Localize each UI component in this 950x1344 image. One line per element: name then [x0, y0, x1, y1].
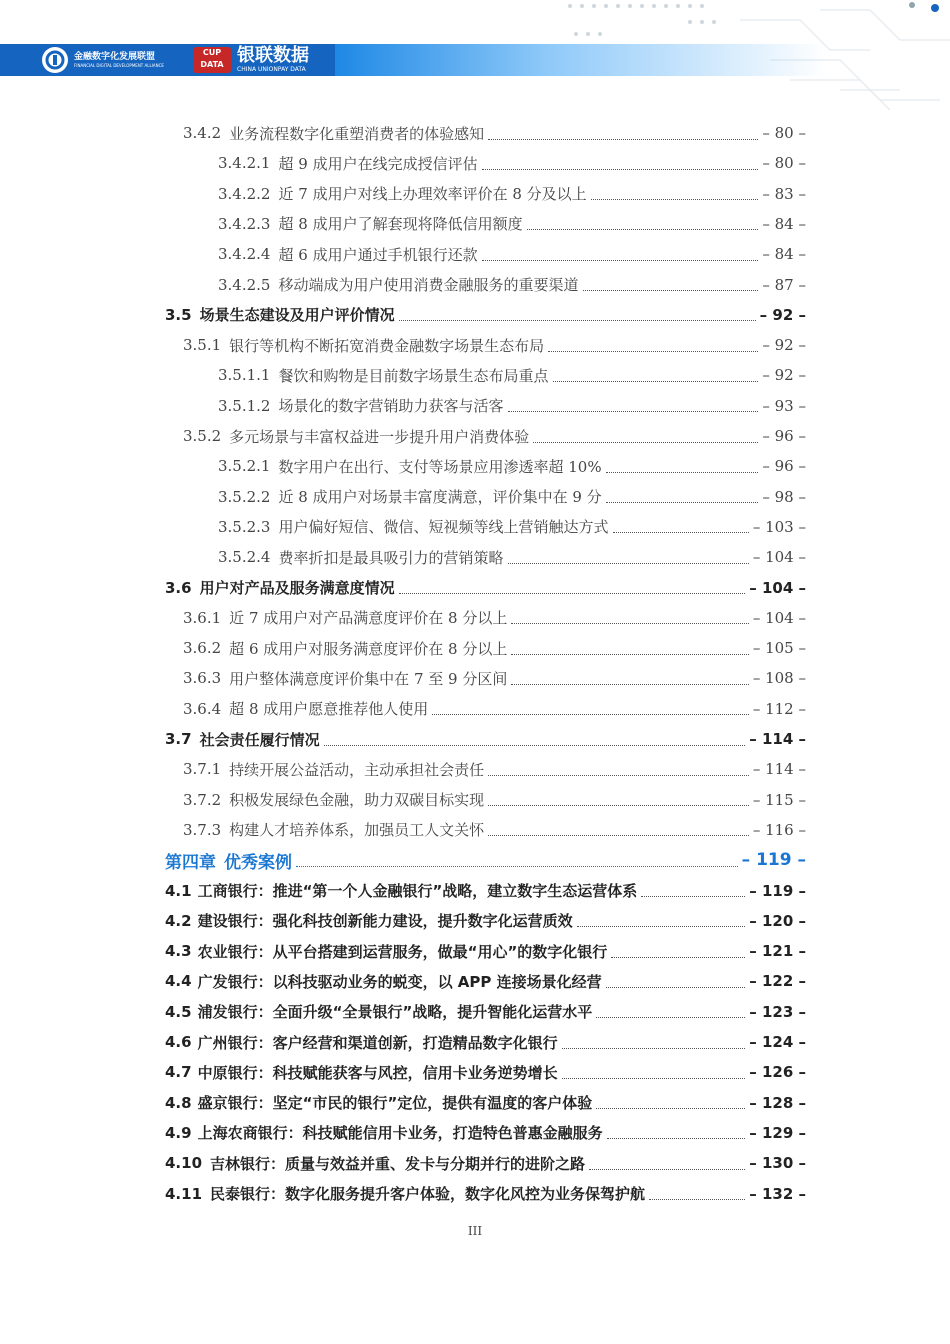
unionpay-data-logo — [193, 44, 309, 76]
toc-entry-page: – 104 – — [752, 548, 806, 567]
toc-entry[interactable] — [183, 603, 806, 633]
toc-entry-title: 多元场景与丰富权益进一步提升用户消费体验 — [229, 427, 530, 446]
toc-entry-number: 3.7.3 — [183, 820, 222, 839]
toc-entry[interactable] — [165, 1118, 806, 1148]
toc-entry-number: 3.4.2.4 — [218, 245, 271, 264]
toc-entry-title: 超 8 成用户了解套现将降低信用额度 — [278, 215, 523, 234]
toc-entry[interactable] — [165, 1027, 806, 1057]
toc-entry-title: 超 9 成用户在线完成授信评估 — [278, 154, 478, 173]
toc-entry-title: 近 8 成用户对场景丰富度满意，评价集中在 9 分 — [278, 488, 602, 507]
toc-entry-number: 3.4.2.5 — [218, 275, 271, 294]
toc-entry-number: 3.5.2.2 — [218, 487, 271, 506]
toc-entry[interactable] — [165, 936, 806, 966]
toc-entry[interactable] — [165, 1057, 806, 1087]
toc-entry-page: – 126 – — [749, 1063, 806, 1082]
toc-entry-page: – 80 – — [762, 124, 806, 142]
toc-leader-dots — [488, 805, 749, 806]
toc-entry-page: – 98 – — [762, 487, 806, 506]
toc-entry-page: – 116 – — [752, 820, 806, 839]
toc-entry-title: 上海农商银行：科技赋能信用卡业务，打造特色普惠金融服务 — [197, 1124, 603, 1143]
toc-leader-dots — [606, 472, 759, 473]
toc-entry[interactable] — [183, 421, 806, 451]
toc-entry-page: – 129 – — [749, 1123, 806, 1142]
toc-entry[interactable] — [218, 270, 806, 300]
cup-data-logo-icon: CUP DATA — [193, 47, 231, 73]
page-number: III — [467, 1224, 483, 1238]
toc-entry[interactable] — [165, 997, 806, 1027]
alliance-logo — [42, 46, 172, 74]
toc-leader-dots — [611, 957, 745, 958]
toc-entry-number: 3.6.3 — [183, 669, 222, 688]
toc-entry-number: 3.5.2 — [183, 427, 222, 445]
toc-entry[interactable] — [218, 239, 806, 269]
toc-entry[interactable] — [218, 148, 806, 178]
toc-leader-dots — [606, 987, 746, 988]
toc-leader-dots — [482, 169, 759, 170]
toc-entry-page: – 119 – — [749, 881, 806, 900]
toc-entry-title: 构建人才培养体系，加强员工人文关怀 — [229, 821, 485, 840]
toc-entry-title: 农业银行：从平台搭建到运营服务，做最“用心”的数字化银行 — [197, 942, 608, 961]
toc-entry-number: 4.2 — [165, 911, 192, 930]
toc-leader-dots — [482, 260, 759, 261]
toc-entry-number: 3.4.2 — [183, 124, 222, 142]
toc-entry-number: 3.5.2.4 — [218, 548, 271, 567]
toc-entry-page: – 120 – — [749, 911, 806, 930]
toc-entry[interactable] — [183, 694, 806, 724]
alliance-logo-en: FINANCIAL DIGITAL DEVELOPMENT ALLIANCE — [74, 62, 164, 68]
toc-leader-dots — [607, 1138, 746, 1139]
toc-entry-number: 3.4.2.3 — [218, 214, 271, 233]
toc-entry-number: 3.5 — [165, 305, 192, 324]
toc-entry[interactable] — [218, 451, 806, 481]
toc-entry[interactable] — [218, 542, 806, 572]
toc-leader-dots — [577, 926, 746, 927]
toc-leader-dots — [613, 532, 749, 533]
toc-entry[interactable] — [165, 724, 806, 754]
toc-entry-title: 优秀案例 — [224, 852, 292, 873]
toc-leader-dots — [606, 502, 759, 503]
toc-entry-title: 超 8 成用户愿意推荐他人使用 — [229, 700, 429, 719]
toc-entry[interactable] — [165, 1088, 806, 1118]
toc-entry[interactable] — [165, 906, 806, 936]
toc-entry-page: – 132 – — [749, 1184, 806, 1203]
toc-entry[interactable] — [165, 876, 806, 906]
toc-entry-title: 用户偏好短信、微信、短视频等线上营销触达方式 — [278, 518, 609, 537]
toc-entry-title: 银行等机构不断拓宽消费金融数字场景生态布局 — [229, 336, 545, 355]
toc-entry-number: 3.6 — [165, 578, 192, 597]
toc-entry-page: – 104 – — [752, 608, 806, 627]
toc-leader-dots — [508, 563, 749, 564]
toc-entry[interactable] — [165, 573, 806, 603]
toc-entry-number: 3.6.2 — [183, 639, 222, 658]
toc-entry-title: 近 7 成用户对线上办理效率评价在 8 分及以上 — [278, 185, 587, 204]
toc-entry-number: 4.9 — [165, 1123, 192, 1142]
toc-entry[interactable] — [183, 330, 806, 360]
toc-leader-dots — [596, 1108, 745, 1109]
toc-entry-page: – 115 – — [752, 790, 806, 809]
toc-entry-page: – 105 – — [752, 639, 806, 658]
toc-leader-dots — [533, 442, 758, 443]
toc-entry-title: 费率折扣是最具吸引力的营销策略 — [278, 548, 504, 567]
toc-entry-number: 4.3 — [165, 942, 192, 961]
toc-entry-number: 4.5 — [165, 1002, 192, 1021]
toc-entry-page: – 114 – — [752, 760, 806, 779]
toc-entry-number: 4.4 — [165, 972, 192, 991]
toc-entry-page: – 96 – — [762, 457, 806, 476]
toc-leader-dots — [508, 411, 759, 412]
toc-leader-dots — [589, 1169, 745, 1170]
toc-entry-title: 积极发展绿色金融，助力双碳目标实现 — [229, 791, 485, 810]
toc-entry-number: 3.5.1.1 — [218, 366, 271, 385]
unionpay-data-logo-cn: 银联数据 — [237, 45, 309, 66]
toc-entry-number: 3.5.1.2 — [218, 396, 271, 415]
alliance-logo-icon — [42, 47, 68, 73]
toc-entry-number: 3.5.2.3 — [218, 517, 271, 536]
toc-entry-title: 超 6 成用户对服务满意度评价在 8 分以上 — [229, 639, 508, 658]
toc-entry[interactable] — [218, 209, 806, 239]
toc-leader-dots — [649, 1199, 745, 1200]
toc-entry-title: 场景生态建设及用户评价情况 — [199, 306, 395, 325]
toc-leader-dots — [488, 139, 758, 140]
toc-entry-title: 移动端成为用户使用消费金融服务的重要渠道 — [278, 276, 579, 294]
toc-leader-dots — [488, 775, 749, 776]
toc-entry-page: – 124 – — [749, 1033, 806, 1051]
toc-leader-dots — [553, 381, 759, 382]
toc-entry-page: – 92 – — [762, 366, 806, 385]
toc-entry-page: – 96 – — [762, 427, 806, 445]
toc-entry-number: 第四章 — [165, 852, 216, 873]
toc-entry-title: 工商银行：推进“第一个人金融银行”战略，建立数字生态运营体系 — [197, 882, 638, 900]
toc-entry-page: – 103 – — [752, 517, 806, 536]
toc-leader-dots — [562, 1078, 746, 1079]
page-header — [0, 0, 950, 110]
toc-entry-title: 用户对产品及服务满意度情况 — [199, 579, 395, 597]
alliance-logo-cn: 金融数字化发展联盟 — [74, 51, 156, 62]
toc-entry-number: 4.10 — [165, 1154, 203, 1173]
toc-entry-page: – 108 – — [752, 669, 806, 688]
toc-entry-page: – 104 – — [749, 578, 806, 597]
toc-entry[interactable] — [183, 785, 806, 815]
toc-entry-title: 场景化的数字营销助力获客与活客 — [278, 397, 504, 416]
toc-entry-title: 浦发银行：全面升级“全景银行”战略，提升智能化运营水平 — [197, 1003, 593, 1022]
toc-leader-dots — [511, 684, 748, 685]
toc-leader-dots — [296, 866, 738, 867]
toc-entry[interactable] — [218, 391, 806, 421]
toc-entry-page: – 83 – — [762, 184, 806, 203]
toc-entry-page: – 123 – — [749, 1002, 806, 1021]
toc-entry-page: – 84 – — [762, 245, 806, 264]
toc-entry-number: 3.7.1 — [183, 760, 222, 779]
toc-leader-dots — [324, 745, 746, 746]
toc-entry-number: 3.4.2.1 — [218, 154, 271, 173]
header-band-gradient — [335, 44, 950, 76]
toc-entry[interactable] — [165, 966, 806, 996]
toc-entry[interactable] — [218, 360, 806, 390]
toc-entry-title: 广州银行：客户经营和渠道创新，打造精品数字化银行 — [197, 1033, 558, 1052]
toc-leader-dots — [548, 351, 758, 352]
toc-leader-dots — [591, 199, 759, 200]
toc-entry[interactable] — [183, 118, 806, 148]
toc-leader-dots — [511, 654, 748, 655]
toc-entry-number: 3.7.2 — [183, 790, 222, 809]
toc-leader-dots — [562, 1048, 746, 1049]
toc-entry-number: 3.5.1 — [183, 336, 222, 355]
toc-entry-number: 3.5.2.1 — [218, 457, 271, 476]
toc-entry-page: – 130 – — [749, 1154, 806, 1173]
toc-entry-number: 3.6.4 — [183, 699, 222, 718]
toc-entry-title: 广发银行：以科技驱动业务的蜕变，以 APP 连接场景化经营 — [197, 972, 602, 991]
toc-entry[interactable] — [165, 1148, 806, 1178]
toc-entry[interactable] — [183, 633, 806, 663]
toc-entry-page: – 128 – — [749, 1093, 806, 1112]
toc-leader-dots — [511, 623, 748, 624]
toc-leader-dots — [527, 229, 759, 230]
toc-leader-dots — [399, 320, 756, 321]
toc-leader-dots — [432, 714, 749, 715]
toc-entry-page: – 93 – — [762, 396, 806, 415]
toc-entry-page: – 119 – — [741, 850, 806, 871]
toc-entry[interactable] — [183, 754, 806, 784]
toc-entry-number: 4.6 — [165, 1033, 192, 1051]
toc-entry[interactable] — [165, 845, 806, 875]
toc-entry[interactable] — [183, 663, 806, 693]
toc-entry-title: 近 7 成用户对产品满意度评价在 8 分以上 — [229, 609, 508, 628]
toc-entry[interactable] — [183, 815, 806, 845]
toc-entry-title: 超 6 成用户通过手机银行还款 — [278, 245, 478, 264]
toc-entry-title: 社会责任履行情况 — [199, 730, 320, 749]
toc-entry-title: 中原银行：科技赋能获客与风控，信用卡业务逆势增长 — [197, 1063, 558, 1082]
toc-entry[interactable] — [218, 179, 806, 209]
toc-leader-dots — [399, 593, 746, 594]
toc-entry[interactable] — [165, 300, 806, 330]
toc-entry-title: 建设银行：强化科技创新能力建设，提升数字化运营质效 — [197, 912, 573, 931]
toc-entry-page: – 87 – — [762, 275, 806, 294]
toc-entry[interactable] — [218, 512, 806, 542]
toc-entry[interactable] — [165, 1179, 806, 1209]
toc-entry-title: 盛京银行：坚定“市民的银行”定位，提供有温度的客户体验 — [197, 1094, 593, 1113]
toc-entry-title: 用户整体满意度评价集中在 7 至 9 分区间 — [229, 669, 508, 688]
toc-entry-title: 民泰银行：数字化服务提升客户体验，数字化风控为业务保驾护航 — [210, 1185, 646, 1203]
toc-entry-number: 4.7 — [165, 1063, 192, 1082]
toc-entry-page: – 92 – — [759, 305, 806, 324]
toc-leader-dots — [596, 1017, 745, 1018]
toc-entry-title: 餐饮和购物是目前数字场景生态布局重点 — [278, 366, 549, 385]
toc-leader-dots — [641, 896, 745, 897]
toc-entry-page: – 80 – — [762, 154, 806, 173]
toc-entry-title: 吉林银行：质量与效益并重、发卡与分期并行的进阶之路 — [210, 1154, 586, 1173]
toc-entry-page: – 122 – — [749, 972, 806, 991]
toc-entry-number: 3.7 — [165, 730, 192, 748]
toc-entry-number: 3.6.1 — [183, 608, 222, 627]
toc-entry-page: – 92 – — [762, 336, 806, 355]
unionpay-data-logo-en: CHINA UNIONPAY DATA — [237, 66, 306, 73]
toc-entry-page: – 84 – — [762, 214, 806, 233]
toc-entry-title: 持续开展公益活动，主动承担社会责任 — [229, 760, 485, 779]
toc-entry[interactable] — [218, 482, 806, 512]
toc-entry-number: 4.11 — [165, 1184, 203, 1203]
toc-entry-number: 3.4.2.2 — [218, 184, 271, 203]
toc-entry-page: – 114 – — [749, 730, 806, 748]
toc-entry-title: 业务流程数字化重塑消费者的体验感知 — [229, 124, 485, 143]
toc-entry-page: – 121 – — [749, 942, 806, 961]
toc-leader-dots — [583, 290, 759, 291]
toc-leader-dots — [488, 835, 749, 836]
toc-entry-page: – 112 – — [752, 699, 806, 718]
toc-entry-title: 数字用户在出行、支付等场景应用渗透率超 10% — [278, 457, 602, 476]
toc-entry-number: 4.8 — [165, 1093, 192, 1112]
toc-entry-number: 4.1 — [165, 881, 192, 900]
